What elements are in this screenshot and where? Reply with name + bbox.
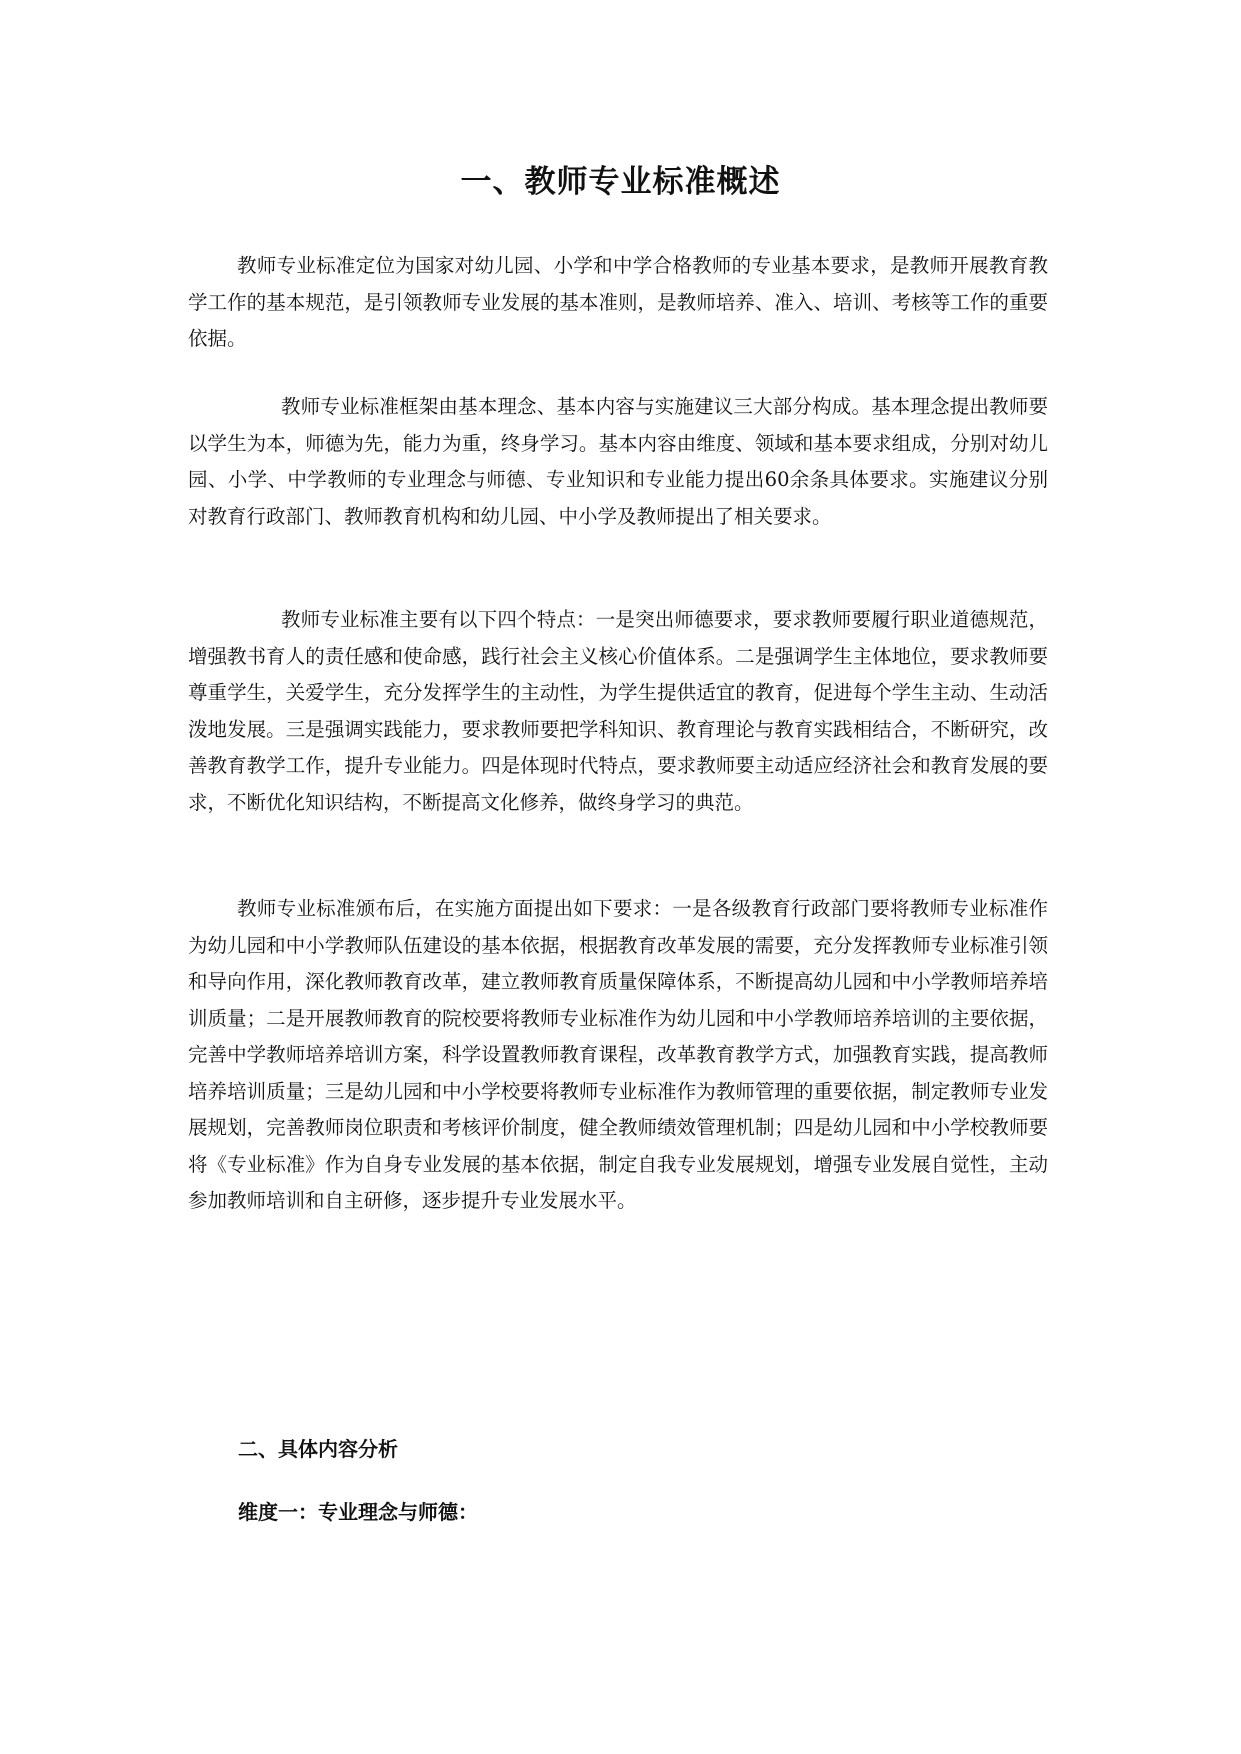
- paragraph-framework: 教师专业标准框架由基本理念、基本内容与实施建议三大部分构成。基本理念提出教师要以学生为本，师德为先，能力为重，终身学习。基本内容由维度、领域和基本要求组成，分别对幼儿园、小学、中学教师的专业理念与师德、专业知识和专业能力提出60余条具体要求。实施建议分别对教育行政部门、教师教育机构和幼儿园、中小学及教师提出了相关要求。: [188, 395, 1048, 528]
- paragraph-implementation: 教师专业标准颁布后，在实施方面提出如下要求：一是各级教育行政部门要将教师专业标准作为幼儿园和中小学教师队伍建设的基本依据，根据教育改革发展的需要，充分发挥教师专业标准引领和导向作用，深化教师教育改革，建立教师教育质量保障体系，不断提高幼儿园和中小学教师培养培训质量；二是开展教师教育的院校要将教师专业标准作为幼儿园和中小学教师培养培训的主要依据，完善中学教师培养培训方案，科学设置教师教育课程，改革教育教学方式，加强教育实践，提高教师培养培训质量；三是幼儿园和中小学校要将教师专业标准作为教师管理的重要依据，制定教师专业发展规划，完善教师岗位职责和考核评价制度，健全教师绩效管理机制；四是幼儿园和中小学校教师要将《专业标准》作为自身专业发展的基本依据，制定自我专业发展规划，增强专业发展自觉性，主动参加教师培训和自主研修，逐步提升专业发展水平。: [188, 897, 1048, 1212]
- subsection-heading: 维度一：专业理念与师德：: [238, 1500, 478, 1524]
- paragraph-positioning: 教师专业标准定位为国家对幼儿园、小学和中学合格教师的专业基本要求，是教师开展教育教学工作的基本规范，是引领教师专业发展的基本准则，是教师培养、准入、培训、考核等工作的重要依据。: [188, 254, 1048, 350]
- document-title: 一、教师专业标准概述: [460, 164, 781, 200]
- section-heading: 二、具体内容分析: [238, 1437, 398, 1461]
- paragraph-features: 教师专业标准主要有以下四个特点：一是突出师德要求，要求教师要履行职业道德规范，增强教书育人的责任感和使命感，践行社会主义核心价值体系。二是强调学生主体地位，要求教师要尊重学生，关爱学生，充分发挥学生的主动性，为学生提供适宜的教育，促进每个学生主动、生动活泼地发展。三是强调实践能力，要求教师要把学科知识、教育理论与教育实践相结合，不断研究，改善教育教学工作，提升专业能力。四是体现时代特点，要求教师要主动适应经济社会和教育发展的要求，不断优化知识结构，不断提高文化修养，做终身学习的典范。: [188, 608, 1048, 814]
